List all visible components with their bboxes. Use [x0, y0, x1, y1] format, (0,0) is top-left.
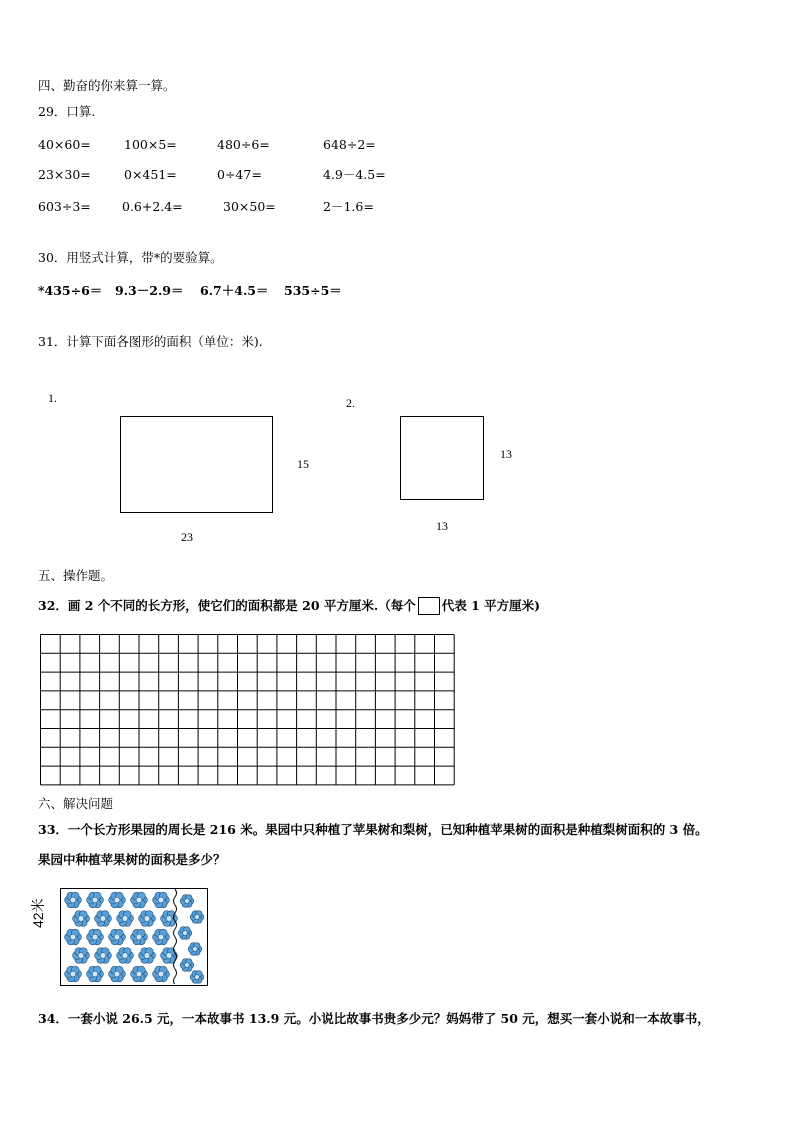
rectangle-height-label: 15	[297, 457, 309, 471]
rectangle-figure	[120, 416, 273, 513]
apple-tree-icon	[65, 892, 82, 908]
pear-tree-icon	[190, 971, 204, 984]
calc-item: 0.6+2.4=	[122, 199, 183, 214]
apple-tree-icon	[65, 966, 82, 982]
calc-item: 100×5=	[124, 137, 177, 152]
apple-tree-icon	[117, 911, 134, 927]
calc-item: 648÷2=	[323, 137, 376, 152]
orchard-trees	[61, 889, 206, 984]
apple-tree-icon	[153, 966, 170, 982]
calc-item: 30×50=	[223, 199, 276, 214]
calc-item: 4.9－4.5=	[323, 167, 386, 182]
apple-tree-icon	[65, 929, 82, 945]
apple-tree-icon	[73, 948, 90, 964]
pear-tree-icon	[180, 895, 194, 908]
apple-tree-icon	[109, 892, 126, 908]
apple-tree-icon	[109, 929, 126, 945]
apple-tree-icon	[87, 929, 104, 945]
apple-tree-icon	[139, 911, 156, 927]
question-32-label-post: 代表 1 平方厘米)	[441, 598, 541, 613]
question-33-line-1: 33．一个长方形果园的周长是 216 米。果园中只种植了苹果树和梨树，已知种植苹果树的面积是种植梨树面积的 3 倍。	[38, 822, 708, 837]
vertical-calc-item: *435÷6＝	[38, 283, 103, 298]
apple-tree-icon	[117, 948, 134, 964]
question-33-line-2: 果园中种植苹果树的面积是多少？	[38, 852, 226, 867]
figure-1-number: 1.	[48, 391, 57, 405]
apple-tree-icon	[153, 929, 170, 945]
apple-tree-icon	[131, 892, 148, 908]
pear-tree-icon	[190, 911, 204, 924]
rectangle-width-label: 23	[181, 530, 193, 544]
apple-tree-icon	[131, 966, 148, 982]
calc-item: 0÷47=	[217, 167, 262, 182]
orchard-divider	[174, 889, 177, 984]
calc-item: 603÷3=	[38, 199, 91, 214]
calc-item: 0×451=	[124, 167, 177, 182]
square-side-label: 13	[500, 447, 512, 461]
section-heading-4: 四、勤奋的你来算一算。	[38, 78, 176, 93]
drawing-grid[interactable]	[40, 634, 460, 787]
question-31-label: 31．计算下面各图形的面积（单位：米).	[38, 334, 263, 349]
question-32-label	[38, 597, 540, 615]
vertical-calc-item: 535÷5＝	[284, 283, 342, 298]
apple-tree-icon	[87, 966, 104, 982]
orchard-diagram	[60, 888, 208, 986]
vertical-calc-item: 9.3－2.9＝	[115, 283, 184, 298]
pear-tree-icon	[180, 959, 194, 972]
apple-tree-icon	[95, 948, 112, 964]
unit-square-icon	[418, 597, 440, 615]
calc-item: 2－1.6=	[323, 199, 374, 214]
apple-tree-icon	[73, 911, 90, 927]
calc-item: 40×60=	[38, 137, 91, 152]
pear-tree-icon	[188, 943, 202, 956]
apple-tree-icon	[139, 948, 156, 964]
calc-item: 23×30=	[38, 167, 91, 182]
square-figure	[400, 416, 484, 500]
orchard-side-label: 42米	[30, 898, 46, 928]
question-32-label-pre: 32．画 2 个不同的长方形，使它们的面积都是 20 平方厘米.（每个	[38, 598, 416, 613]
square-bottom-label: 13	[436, 519, 448, 533]
calc-item: 480÷6=	[217, 137, 270, 152]
apple-tree-icon	[109, 966, 126, 982]
question-34-line-1: 34．一套小说 26.5 元，一本故事书 13.9 元。小说比故事书贵多少元？妈妈带了 50 元，想买一套小说和一本故事书，	[38, 1011, 710, 1026]
apple-tree-icon	[131, 929, 148, 945]
figure-2-number: 2.	[346, 396, 355, 410]
apple-tree-icon	[87, 892, 104, 908]
apple-tree-icon	[153, 892, 170, 908]
section-heading-6: 六、解决问题	[38, 796, 114, 811]
pear-tree-icon	[178, 927, 192, 940]
question-30-label: 30．用竖式计算，带*的要验算。	[38, 250, 223, 265]
vertical-calc-item: 6.7＋4.5＝	[200, 283, 269, 298]
apple-tree-icon	[95, 911, 112, 927]
section-heading-5: 五、操作题。	[38, 568, 114, 583]
question-29-label: 29．口算.	[38, 104, 96, 119]
